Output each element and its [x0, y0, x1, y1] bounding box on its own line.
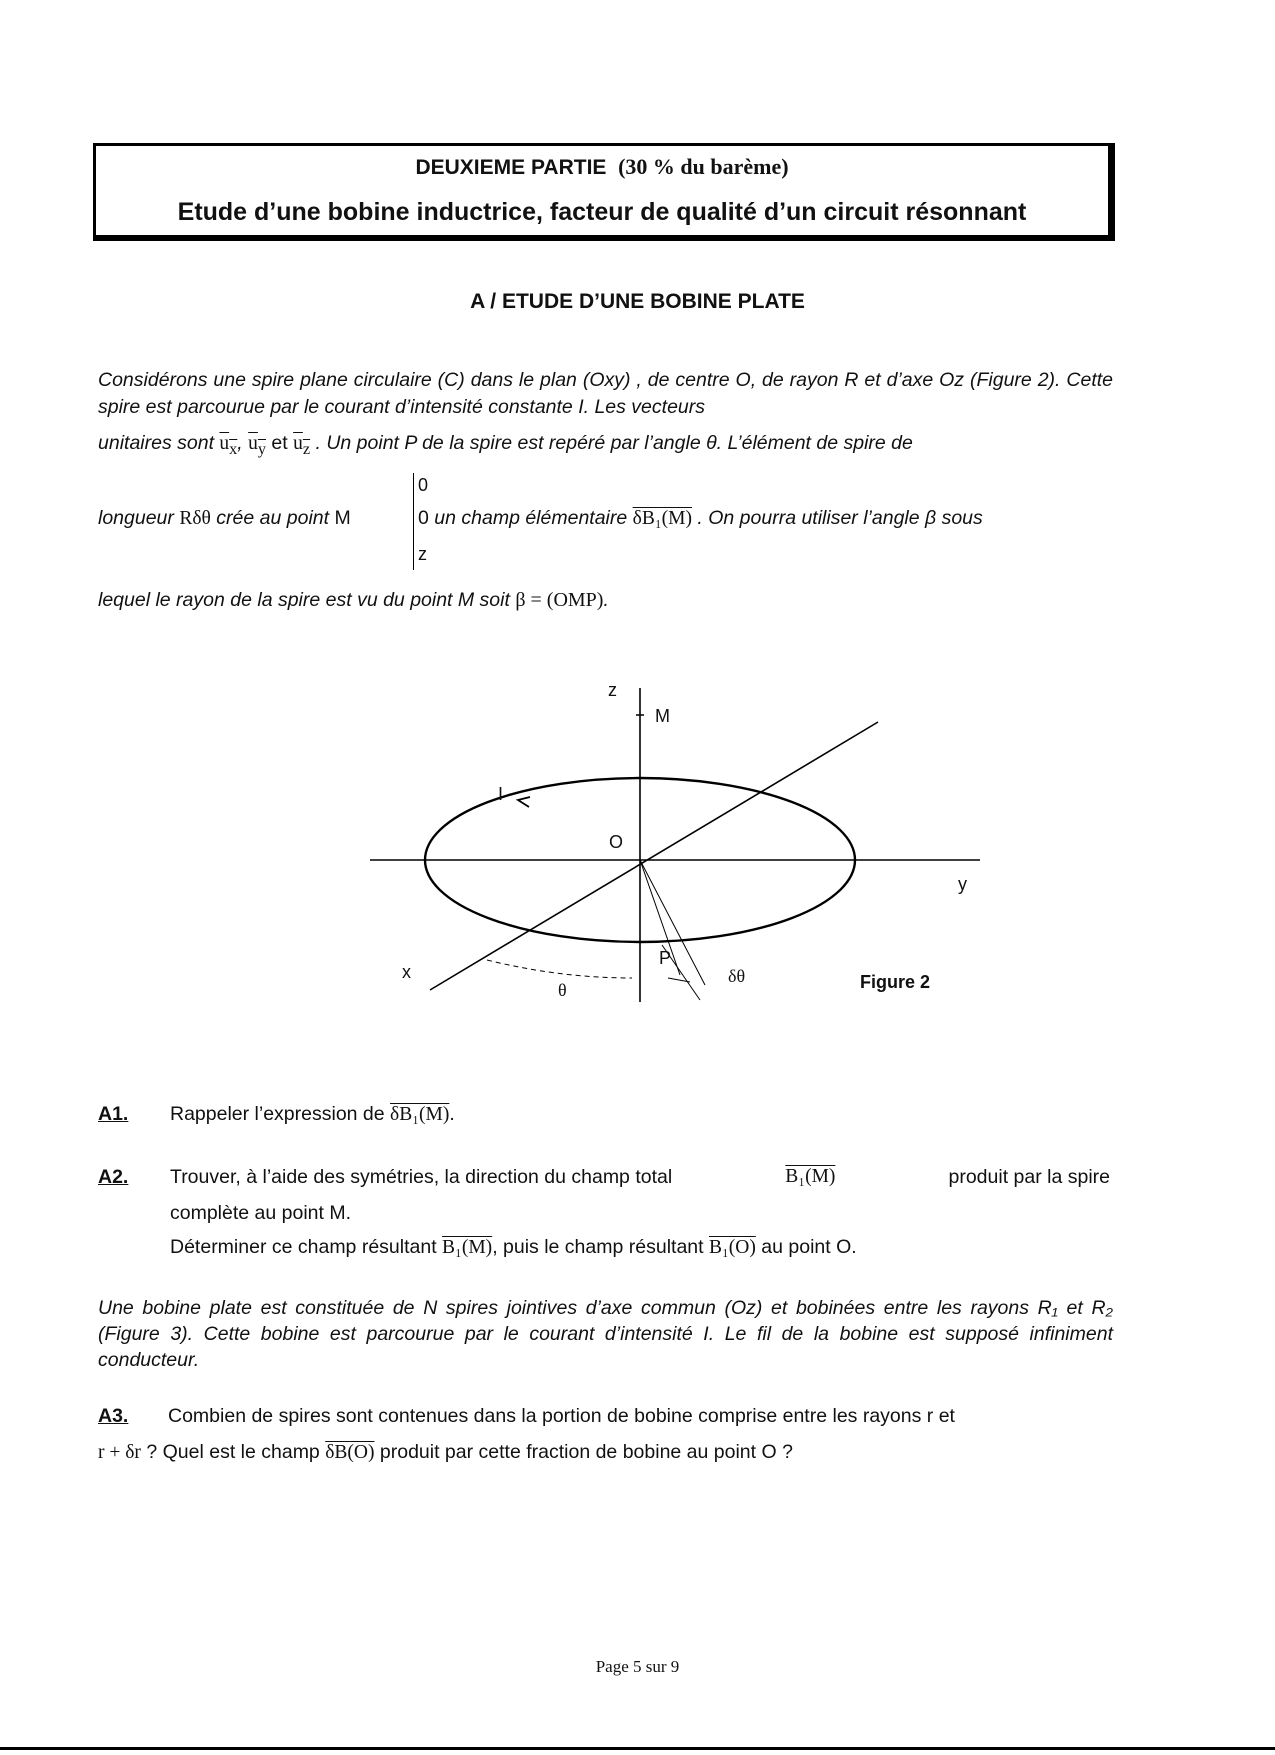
label-x: x [402, 962, 411, 982]
beta-definition: β = (OMP) [515, 589, 604, 611]
label-y: y [958, 874, 967, 894]
question-a2-label: A2. [98, 1166, 129, 1188]
coord-x: 0 [418, 475, 429, 495]
bottom-rule [0, 1747, 1275, 1750]
coord-z: z [418, 544, 427, 564]
label-O: O [609, 832, 624, 852]
unit-vector-uy: $u_y$ [248, 433, 266, 458]
label-I: I [498, 784, 504, 804]
label-M: M [655, 706, 670, 726]
question-a3-line-1: Combien de spires sont contenues dans la portion de bobine comprise entre les rayons r et [168, 1405, 955, 1427]
coord-y: 0 [418, 507, 429, 529]
a2-field-result-M: B₁(M) [442, 1237, 493, 1258]
a1-field-expression: δB₁(M) [390, 1104, 450, 1125]
question-a1-text: Rappeler l’expression de δB₁(M). [170, 1103, 455, 1125]
theta-arc [487, 960, 632, 978]
ray-OP2 [640, 860, 705, 985]
question-a2-line-1: Trouver, à l’aide des symétries, la direction du champ total B₁(M) produit par la spire [170, 1160, 1110, 1194]
elementary-field: δB₁(M) [632, 508, 692, 529]
a3-field-fraction: δB(O) [325, 1442, 375, 1463]
a2-field-total: B₁(M) [785, 1166, 836, 1187]
label-z: z [608, 680, 617, 700]
question-a3-label: A3. [98, 1405, 129, 1427]
question-a2-line-3: Déterminer ce champ résultant B₁(M), puis le champ résultant B₁(O) au point O. [170, 1236, 857, 1258]
question-a1-label: A1. [98, 1103, 129, 1125]
intro-line-unit-vectors: unitaires sont $u_x$, $u_y$ et $u_z$ . Un point P de la spire est repéré par l’angle θ. L’élément de spire de [98, 432, 913, 458]
a3-radius-increment: r + δr [98, 1442, 141, 1463]
question-a3-line-2: r + δr ? Quel est le champ δB(O) produit par cette fraction de bobine au point O ? [98, 1441, 793, 1463]
part-weight: (30 % du barème) [618, 154, 789, 179]
intro-line-element: longueur Rδθ crée au point M [98, 507, 351, 529]
part-subtitle: Etude d’une bobine inductrice, facteur de qualité d’un circuit résonnant [177, 198, 1027, 226]
x-axis-line [430, 722, 878, 990]
a2-field-result-O: B₁(O) [708, 1237, 756, 1258]
current-arrow [518, 797, 530, 807]
bobine-paragraph: Une bobine plate est constituée de N spires jointives d’axe commun (Oz) et bobinées entre les rayons R₁ et R₂ (Figure 3). Cette bobine est parcourue par le courant d’intensité I. Le fil de la bobine est supposé infiniment conducteur. [98, 1297, 1113, 1371]
intro-sentence-1: Considérons une spire plane circulaire (C) dans le plan (Oxy) , de centre O, de rayon R et d’axe Oz (Figure 2). Cette spire est parcourue par le courant d’intensité constante I. Les vecteurs [98, 369, 1113, 418]
part-name: DEUXIEME PARTIE [415, 156, 607, 179]
label-theta: θ [558, 980, 567, 1000]
question-a2-line-2: complète au point M. [170, 1202, 352, 1224]
page-number: Page 5 sur 9 [595, 1657, 680, 1676]
section-title: A / ETUDE D’UNE BOBINE PLATE [470, 290, 805, 313]
label-P: P [659, 948, 672, 968]
intro-line-beta: lequel le rayon de la spire est vu du point M soit β = (OMP). [98, 589, 609, 611]
element-length: Rδθ [179, 508, 211, 529]
figure-caption: Figure 2 [860, 972, 931, 992]
unit-vector-ux: $u_x$ [219, 433, 238, 458]
label-delta-theta: δθ [728, 966, 746, 986]
unit-vector-uz: $u_z$ [293, 433, 311, 458]
intro-line-element-2: 0 un champ élémentaire δB₁(M) . On pourra utiliser l’angle β sous [418, 507, 983, 529]
